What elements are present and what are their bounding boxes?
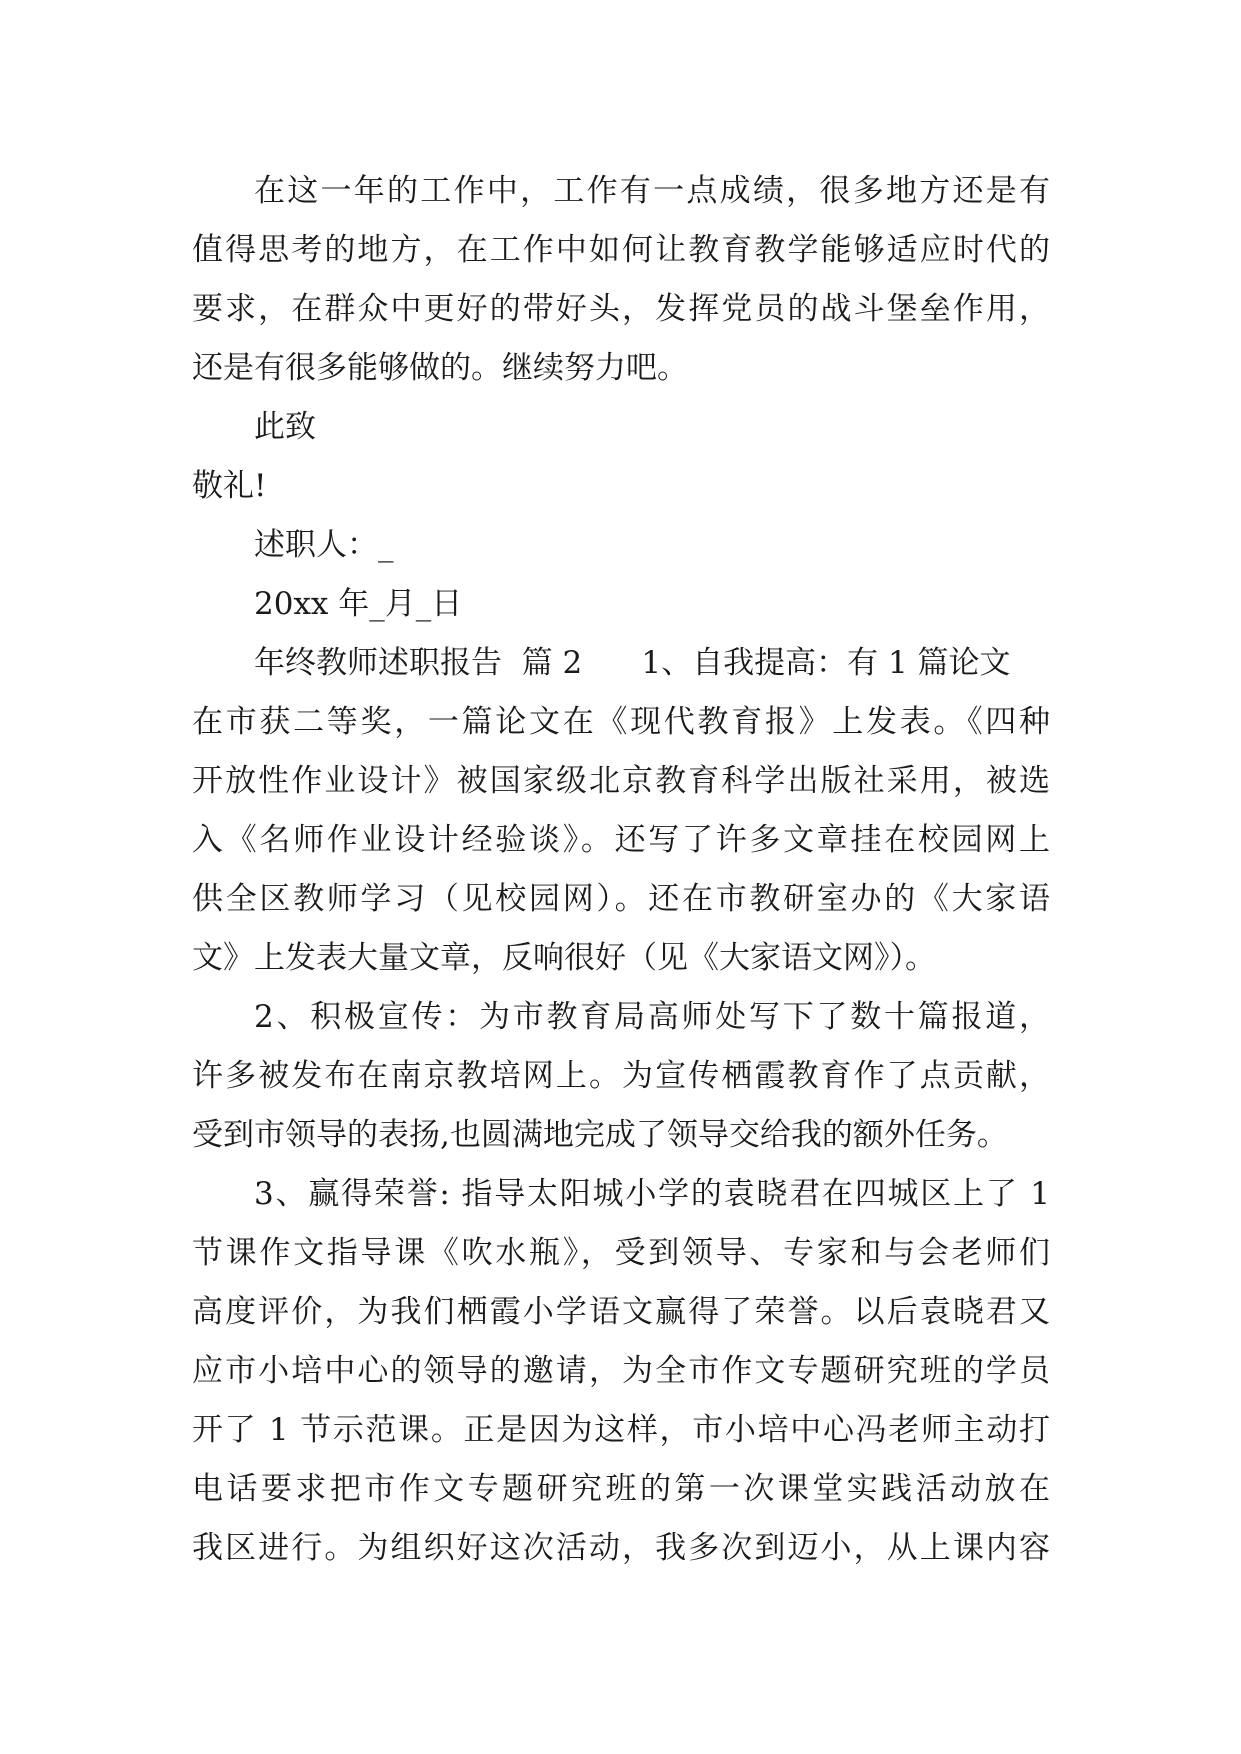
- item-3-line-4: 应市小培中心的领导的邀请，为全市作文专题研究班的学员: [192, 1353, 1050, 1389]
- item-3-line-5: 开了 1 节示范课。正是因为这样，市小培中心冯老师主动打: [192, 1412, 1050, 1448]
- date-line: 20xx 年_月_日: [254, 586, 463, 622]
- item-3-line-7: 我区进行。为组织好这次活动，我多次到迈小，从上课内容: [192, 1530, 1050, 1566]
- signer-label: 述职人：_: [254, 527, 394, 563]
- report-2-line-2: 在市获二等奖，一篇论文在《现代教育报》上发表。《四种: [192, 704, 1050, 740]
- report-2-line-6: 文》上发表大量文章，反响很好（见《大家语文网》）。: [192, 940, 936, 976]
- item-2-line-1: 2、积极宣传：为市教育局高师处写下了数十篇报道，: [254, 999, 1050, 1035]
- item-2-line-3: 受到市领导的表扬,也圆满地完成了领导交给我的额外任务。: [192, 1117, 1008, 1153]
- salutation-ci-zhi: 此致: [254, 409, 316, 445]
- item-3-line-2: 节课作文指导课《吹水瓶》，受到领导、专家和与会老师们: [192, 1235, 1050, 1271]
- item-3-line-3: 高度评价，为我们栖霞小学语文赢得了荣誉。以后袁晓君又: [192, 1294, 1050, 1330]
- item-3-line-1: 3、赢得荣誉: 指导太阳城小学的袁晓君在四城区上了 1: [254, 1176, 1050, 1212]
- report-2-line-5: 供全区教师学习（见校园网）。还在市教研室办的《大家语: [192, 881, 1050, 917]
- report-2-line-1: 年终教师述职报告 篇 2 1、自我提高：有 1 篇论文: [254, 645, 1011, 681]
- item-3-line-6: 电话要求把市作文专题研究班的第一次课堂实践活动放在: [192, 1471, 1050, 1507]
- closing-summary-line-2: 值得思考的地方，在工作中如何让教育教学能够适应时代的: [192, 232, 1050, 268]
- report-2-line-3: 开放性作业设计》被国家级北京教育科学出版社采用，被选: [192, 763, 1050, 799]
- closing-summary-line-4: 还是有很多能够做的。继续努力吧。: [192, 350, 688, 386]
- closing-summary-line-3: 要求，在群众中更好的带好头，发挥党员的战斗堡垒作用，: [192, 291, 1050, 327]
- closing-summary-line-1: 在这一年的工作中，工作有一点成绩，很多地方还是有: [254, 173, 1050, 209]
- document-body: [192, 162, 1050, 1578]
- report-2-line-4: 入《名师作业设计经验谈》。还写了许多文章挂在校园网上: [192, 822, 1050, 858]
- salutation-jing-li: 敬礼!: [192, 468, 267, 504]
- item-2-line-2: 许多被发布在南京教培网上。为宣传栖霞教育作了点贡献，: [192, 1058, 1050, 1094]
